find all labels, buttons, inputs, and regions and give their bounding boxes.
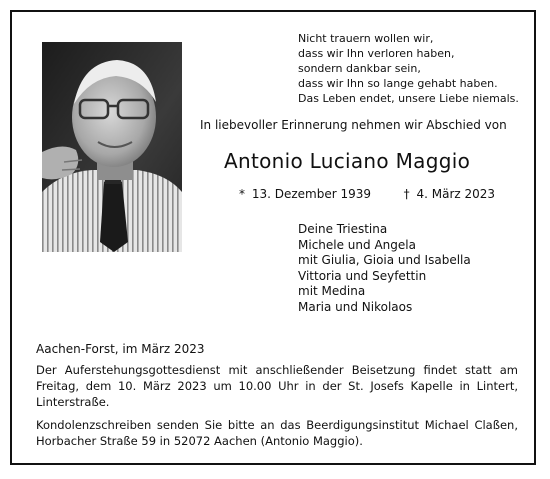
poem-line: dass wir Ihn verloren haben,: [298, 47, 455, 60]
death-cross-icon: †: [403, 187, 410, 201]
service-info: Der Auferstehungsgottesdienst mit anschließender Beisetzung findet statt am Freitag, dem 10. März 2023 um 10.00 Uhr in der St. Josefs Kapelle in Lintert, Linterstraße.: [36, 363, 518, 409]
mourner-line: Maria und Nikolaos: [298, 299, 413, 314]
poem-line: dass wir Ihn so lange gehabt haben.: [298, 77, 498, 90]
mourner-line: Vittoria und Seyfettin: [298, 268, 427, 283]
place-date: Aachen-Forst, im März 2023: [36, 342, 205, 356]
birth-star-icon: *: [239, 187, 245, 201]
memorial-poem: [298, 31, 519, 106]
death-date: 4. März 2023: [416, 187, 496, 201]
poem-line: Das Leben endet, unsere Liebe niemals.: [298, 92, 519, 105]
poem-line: sondern dankbar sein,: [298, 62, 421, 75]
mourner-line: mit Medina: [298, 284, 366, 298]
condolence-info: Kondolenzschreiben senden Sie bitte an das Beerdigungsinstitut Michael Claßen, Horbacher Straße 59 in 52072 Aachen (Antonio Maggio).: [36, 418, 518, 448]
mourner-line: Deine Triestina: [298, 222, 388, 236]
mourner-line: mit Giulia, Gioia und Isabella: [298, 253, 471, 267]
farewell-intro: In liebevoller Erinnerung nehmen wir Abschied von: [200, 118, 507, 132]
mourner-line: Michele und Angela: [298, 237, 416, 252]
mourners-list: [298, 222, 471, 315]
birth-date: 13. Dezember 1939: [251, 187, 372, 201]
portrait-photo: [42, 42, 182, 252]
deceased-name: Antonio Luciano Maggio: [224, 149, 471, 173]
poem-line: Nicht trauern wollen wir,: [298, 32, 434, 45]
life-dates: [236, 186, 495, 202]
